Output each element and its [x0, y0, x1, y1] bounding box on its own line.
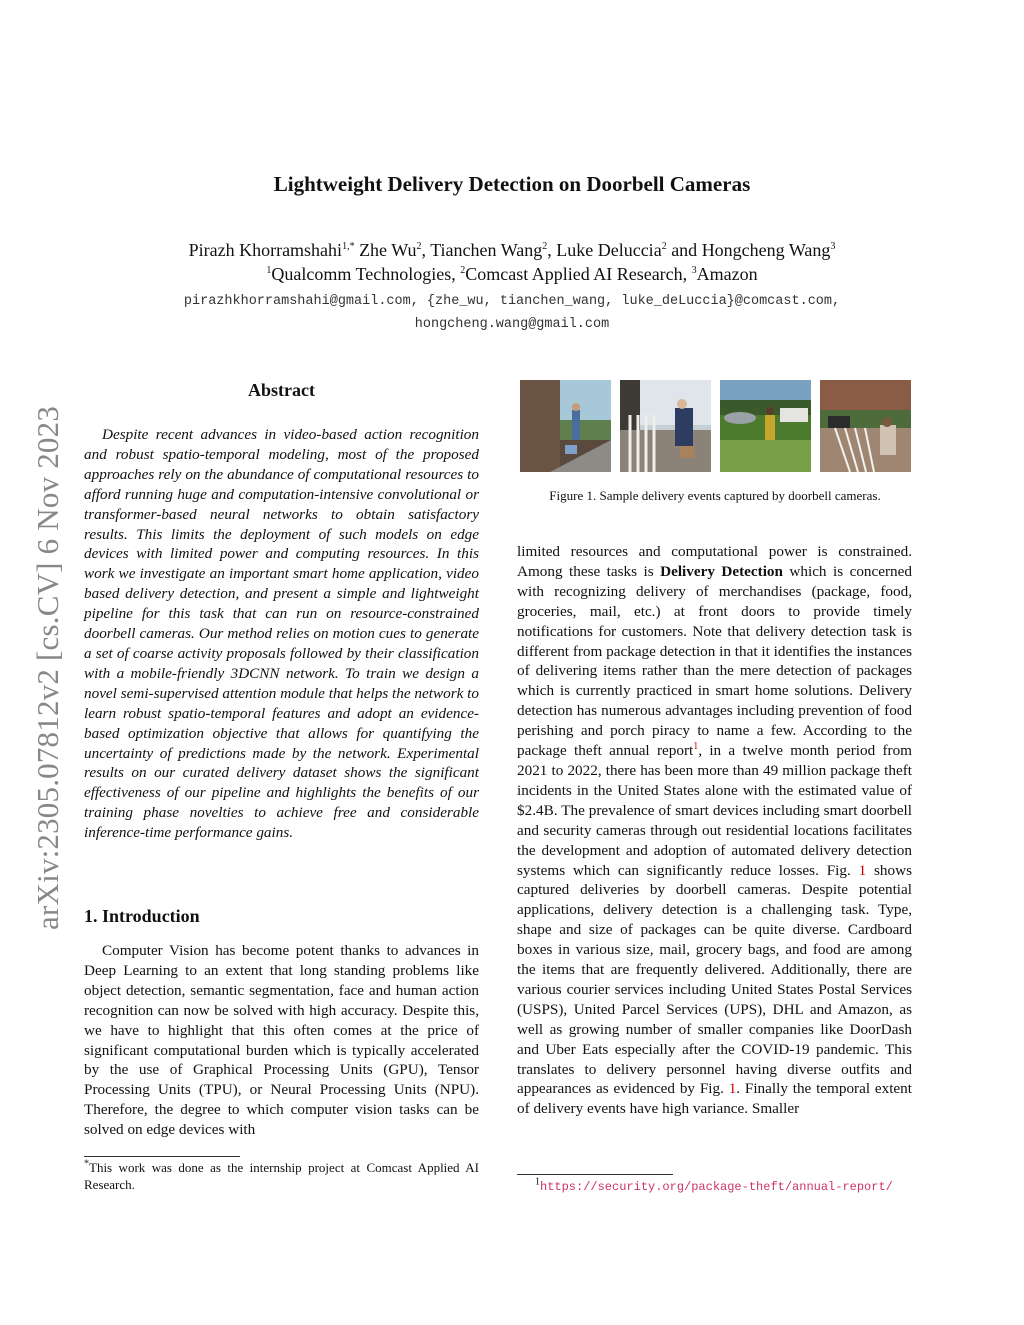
right-column-body [517, 542, 912, 1119]
author-name: Tianchen Wang [430, 240, 543, 260]
thumb-porch-railing [620, 380, 711, 472]
paragraph-text: limited resources and computational power is constrained. Among these tasks is [517, 543, 912, 580]
figure-link[interactable]: 1 [728, 1080, 737, 1098]
url-link[interactable]: https://security.org/package-theft/annual-report/ [540, 1180, 893, 1194]
footnote-text: This work was done as the internship project at Comcast Applied AI Research. [84, 1160, 479, 1192]
author-superscript: 2 [416, 241, 422, 252]
author-conjunction: and [671, 240, 698, 260]
author-superscript: 2 [542, 241, 548, 252]
affil-superscript: 2 [460, 265, 466, 276]
author-superscript: 3 [830, 241, 836, 252]
paper-title: Lightweight Delivery Detection on Doorbell Cameras [273, 172, 751, 196]
intro-body: Computer Vision has become potent thanks to advances in Deep Learning to an extent that long standing problems like object detection, semantic segmentation, face and human action recognition can now be solved with high accuracy. Despite this, we have to highlight that this often comes at the price of significant computational burden which is typically accelerated by the use of Graphical Processing Units (GPU), Tensor Processing Units (TPU), or Neural Processing Units (NPU). Therefore, the degree to which computer vision tasks can be solved on edge devices with [84, 942, 479, 1139]
author-list: Pirazh Khorramshahi$^{1,*}$ Zhe Wu$^2$, Tianchen Wang$^2$, Luke Deluccia$^2$ and Hongcheng Wang$^3$ [188, 240, 836, 260]
paragraph-text: shows captured deliveries by doorbell cameras. Despite potential applications, delivery detection is a challenging task. Type, shape and size of packages can be quite diverse. Cardboard boxes in various size, mail, grocery bags, and food are among the items that are frequently delivered. Additionally, there are various courier services including United States Postal Services (USPS), United Parcel Services (UPS), DHL and Amazon, as well as growing number of smaller companies like DoorDash and Uber Eats especially after the COVID-19 pandemic. This translates to delivery personnel having diverse outfits and appearances as evidenced by Fig. [517, 861, 912, 1098]
author-name: Zhe Wu [359, 240, 417, 260]
abstract-heading: Abstract [248, 380, 315, 400]
footnote-rule [517, 1174, 673, 1175]
figure-link[interactable]: 1 [858, 861, 867, 879]
paragraph-text: which is concerned with recognizing delivery of merchandises (package, food, groceries, mail, etc.) at front doors to provide timely notifications for customers. Note that delivery detection task is different from package detection in that it identifies the instances of delivering items rather than the mere detection of packages which is currently practiced in smart home solutions. Delivery detection has numerous advantages including prevention of food perishing and porch piracy to name a few. According to the package theft annual report [517, 562, 912, 760]
affil-name: Qualcomm Technologies, [271, 264, 461, 284]
email-line-2: hongcheng.wang@gmail.com [414, 317, 610, 332]
affil-superscript: 1 [266, 265, 272, 276]
intro-heading: 1. Introduction [84, 906, 200, 926]
abstract-body: Despite recent advances in video-based action recognition and robust spatio-temporal modeling, most of the proposed approaches rely on the abundance of computational resources to afford running huge and computation-intensive convolutional or transformer-based neural networks to obtain satisfactory results. This limits the deployment of such models on edge devices with limited power and computing resources. In this work we investigate an important smart home application, video based delivery detection, and present a simple and lightweight pipeline for this task that can run on resource-constrained doorbell cameras. Our method relies on motion cues to generate a set of coarse activity proposals followed by their classification with a mobile-friendly 3DCNN network. To train we design a novel semi-supervised attention module that helps the network to learn robust spatio-temporal features and adopt an evidence-based optimization objective that allows for quantifying the uncertainty of predictions made by the network. Experimental results on our curated delivery dataset shows the significant effectiveness of our pipeline and highlights the benefits of our training phase novelties to achieve free and considerable inference-time performance gains. [84, 426, 479, 842]
arxiv-identifier: arXiv:2305.07812v2 [cs.CV] 6 Nov 2023 [30, 405, 65, 930]
author-name: Pirazh Khorramshahi [188, 240, 343, 260]
affiliations [0, 264, 1024, 285]
author-name: Luke Deluccia [556, 240, 662, 260]
thumb-driveway-courier [720, 380, 811, 472]
thumb-porch-left [520, 380, 611, 472]
affil-superscript: 3 [691, 265, 697, 276]
author-superscript: 2 [661, 241, 667, 252]
bold-term: Delivery Detection [660, 562, 783, 580]
thumb-porch-fisheye [820, 380, 911, 472]
paragraph-text: . Finally the temporal extent of delivery events have high variance. Smaller [517, 1080, 912, 1118]
paragraph-text: , in a twelve month period from 2021 to 2022, there has been more than 49 million package theft incidents in the United States alone with the estimated value of $2.4B. The prevalence of smart devices including smart doorbell and security cameras through out residential locations facilitates the development and adoption of automated delivery detection systems which can significantly reduce losses. Fig. [517, 742, 912, 879]
footnote-internship [84, 1159, 479, 1193]
footnote-rule [84, 1156, 240, 1157]
affil-name: Comcast Applied AI Research, [465, 264, 692, 284]
footnote-link[interactable]: 1 [693, 741, 699, 752]
footnote-mark: 1 [535, 1176, 540, 1188]
footnote-url [535, 1178, 893, 1194]
author-superscript: 1,* [342, 241, 355, 252]
email-line-1: pirazhkhorramshahi@gmail.com, {zhe_wu, tianchen_wang, luke_deLuccia}@comcast.com, [183, 294, 841, 309]
affil-name: Amazon [696, 264, 758, 284]
footnote-mark: * [84, 1158, 89, 1170]
author-name: Hongcheng Wang [701, 240, 831, 260]
figure-1 [520, 380, 910, 472]
figure-caption: Figure 1. Sample delivery events captured by doorbell cameras. [549, 488, 881, 503]
